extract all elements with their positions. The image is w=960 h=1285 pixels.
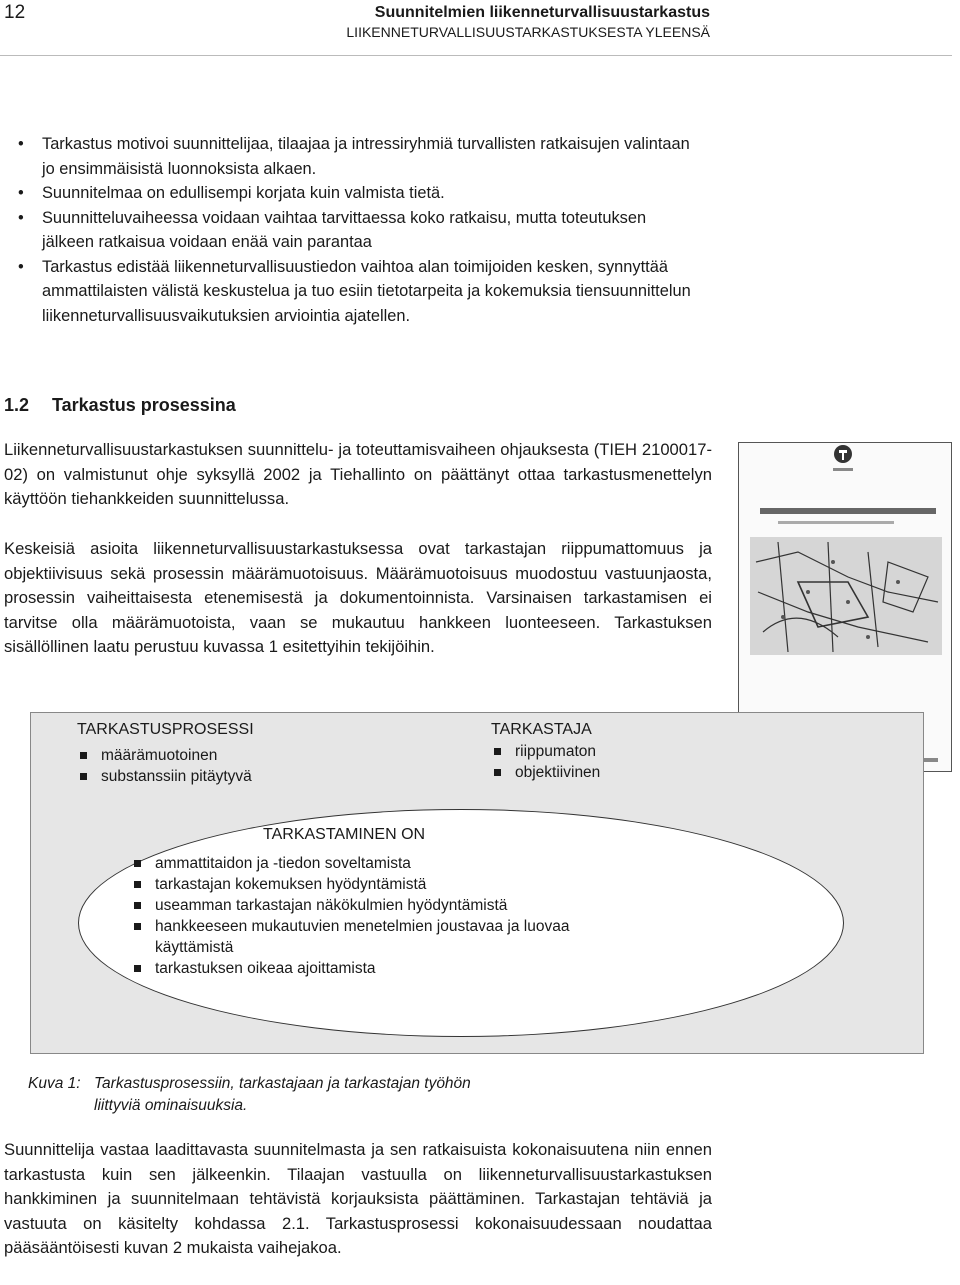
section-number: 1.2 xyxy=(4,395,30,415)
bullet-item: • Suunnitteluvaiheessa voidaan vaihtaa tarvittaessa koko ratkaisu, mutta toteutuksen jälkeen ratkaisua voidaan enää vain parantaa xyxy=(18,206,698,255)
list-item: määrämuotoinen xyxy=(77,745,254,766)
paragraph-2: Keskeisiä asioita liikenneturvallisuustarkastuksessa ovat tarkastajan riippumattomuus ja objektiivisuus sekä prosessin määrämuotoisuus. Määrämuotoisuus muodostuu vastuunjaosta, prosessin vaiheittaisesta etenemisestä ja dokumentoinnista. Varsinaisen tarkastamisen ei tarvitse olla määrämuotoista, vaan se mukautuu hankkeen luonteeseen. Tarkastuksen sisällöllinen laatu perustuu kuvassa 1 esitettyihin tekijöihin. xyxy=(4,539,712,656)
paragraph-1: Liikenneturvallisuustarkastuksen suunnittelu- ja toteuttamisvaiheen ohjauksesta (TIEH 2100017-02) on valmistunut ohje syksyllä 2002 ja Tiehallinto on päättänyt ottaa tarkastusmenettelyn käyttöön tiehankkeiden suunnittelussa. xyxy=(4,440,712,508)
tarkastaminen-title: TARKASTAMINEN ON xyxy=(263,826,426,843)
list-item: tarkastuksen oikeaa ajoittamista xyxy=(131,958,651,979)
figure-1 xyxy=(30,712,924,1054)
prosessi-block xyxy=(77,721,254,787)
caption-line-2: liittyviä ominaisuuksia. xyxy=(94,1097,248,1114)
figure-caption xyxy=(28,1073,471,1117)
header-subtitle: LIIKENNETURVALLISUUSTARKASTUKSESTA YLEENSÄ xyxy=(346,24,710,40)
prosessi-title: TARKASTUSPROSESSI xyxy=(77,721,254,738)
list-item: objektiivinen xyxy=(491,762,600,783)
bullet-item: • Suunnitelmaa on edullisempi korjata kuin valmista tietä. xyxy=(18,181,698,206)
list-item: tarkastajan kokemuksen hyödyntämistä xyxy=(131,874,651,895)
intro-bullet-list xyxy=(18,132,698,328)
list-item: useamman tarkastajan näkökulmien hyödyntämistä xyxy=(131,895,651,916)
caption-label: Kuva 1: xyxy=(28,1075,81,1092)
list-item: substanssiin pitäytyvä xyxy=(77,766,254,787)
tarkastaminen-list xyxy=(131,853,651,979)
bullet-item: • Tarkastus edistää liikenneturvallisuustiedon vaihtoa alan toimijoiden kesken, synnyttää ammattilaisten välistä keskustelua ja tuo esiin tietotarpeita ja kokemuksia tiensuunnittelun liikenneturvallisuusvaikutuksien arviointia ajatellen. xyxy=(18,255,698,329)
header-title: Suunnitelmien liikenneturvallisuustarkastus xyxy=(374,4,710,21)
header-divider xyxy=(0,55,952,56)
list-item: ammattitaidon ja -tiedon soveltamista xyxy=(131,853,651,874)
tarkastaja-block xyxy=(491,721,600,783)
section-title: Tarkastus prosessina xyxy=(52,395,236,415)
paragraph-3: Suunnittelija vastaa laadittavasta suunnitelmasta ja sen ratkaisuista kokonaisuutena niin ennen tarkastusta kuin sen jälkeenkin. Tilaajan vastuulla on liikenneturvallisuustarkastuksen hankkiminen ja suunnitelmaan tehtävistä korjauksista päättäminen. Tarkastajan tehtäviä ja vastuuta on käsitelty kohdassa 2.1. Tarkastusprosessi kokonaisuudessaan noudattaa pääsääntöisesti kuvan 2 mukaista vaihejakoa. xyxy=(4,1140,712,1257)
list-item: riippumaton xyxy=(491,741,600,762)
caption-line-1: Tarkastusprosessiin, tarkastajaan ja tarkastajan työhön xyxy=(94,1075,471,1092)
tarkastaja-title: TARKASTAJA xyxy=(491,721,592,738)
section-heading xyxy=(4,395,236,416)
bullet-item: • Tarkastus motivoi suunnittelijaa, tilaajaa ja intressiryhmiä turvallisten ratkaisujen valintaan jo ensimmäisistä luonnoksista alkaen. xyxy=(18,132,698,181)
page-number: 12 xyxy=(4,2,26,23)
list-item: hankkeeseen mukautuvien menetelmien joustavaa ja luovaa käyttämistä xyxy=(131,916,651,958)
